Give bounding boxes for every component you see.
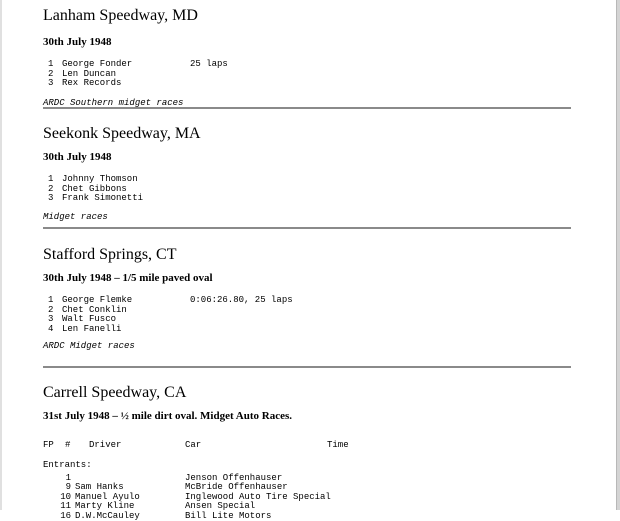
table-row: 11 Marty Kline Ansen Special [60,501,256,511]
table-row: 10 Manuel Ayulo Inglewood Auto Tire Special [60,491,331,502]
section-divider [43,366,571,368]
section-date: 30th July 1948 – 1/5 mile paved oval [43,272,213,284]
section-date: 30th July 1948 [43,151,112,163]
results-list [43,175,571,204]
column-header-time: Time [327,440,349,450]
section-divider [43,227,571,229]
race-section-lanham [43,6,571,108]
column-header-number: # [65,440,71,450]
entrants-label: Entrants: [43,460,92,470]
result-row: 1 George Flemke 0:06:26.80, 25 laps [48,295,293,305]
table-row: 16 D.W.McCauley Bill Lite Motors [60,510,272,521]
results-list [43,296,571,334]
column-header-driver: Driver [89,440,122,450]
section-title: Carrell Speedway, CA [43,384,187,401]
race-section-carrell [43,383,571,521]
window-left-edge [0,0,2,510]
section-note: Midget races [43,211,108,222]
section-note: ARDC Southern midget races [43,97,184,108]
result-row: 3 Frank Simonetti [48,193,144,203]
result-row: 1 George Fonder 25 laps [48,59,228,69]
race-section-stafford [43,245,571,351]
result-row: 2 Len Duncan [48,68,117,79]
table-row: 1 Jenson Offenhauser [65,472,283,483]
section-divider [43,107,571,109]
result-row: 3 Rex Records [48,78,122,88]
result-row: 2 Chet Conklin [48,304,127,315]
section-date: 31st July 1948 – ½ mile dirt oval. Midget Auto Races. [43,410,293,422]
result-row: 1 Johnny Thomson [48,174,138,184]
result-row: 3 Walt Fusco [48,314,117,324]
vertical-scrollbar[interactable] [616,0,620,510]
race-section-seekonk [43,124,571,222]
section-date: 30th July 1948 [43,36,112,48]
section-title: Stafford Springs, CT [43,246,177,263]
results-table [43,434,571,521]
section-note: ARDC Midget races [43,341,135,351]
table-header [43,434,571,452]
column-header-car: Car [185,440,202,450]
result-row: 2 Chet Gibbons [48,183,127,194]
section-title: Lanham Speedway, MD [43,7,198,24]
table-row: 9 Sam Hanks McBride Offenhauser [65,482,288,492]
section-title: Seekonk Speedway, MA [43,125,201,142]
results-list [43,60,571,89]
column-header-fp: FP [43,440,54,450]
result-row: 4 Len Fanelli [48,323,122,334]
